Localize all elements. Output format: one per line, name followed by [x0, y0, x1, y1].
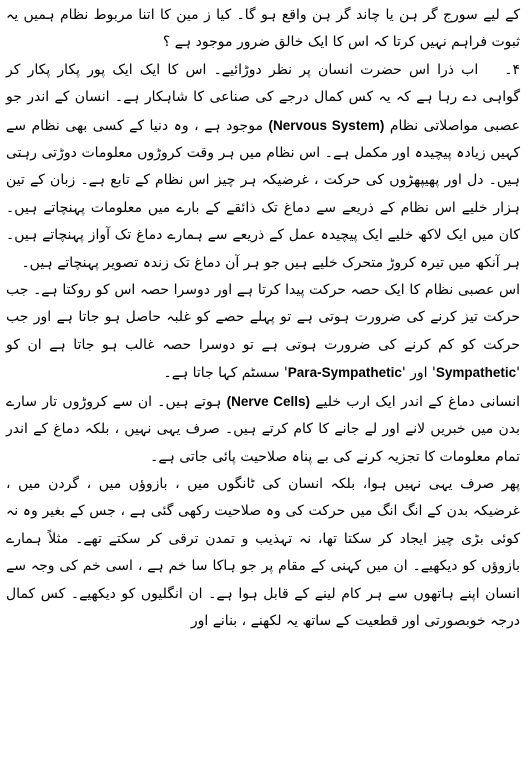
urdu-text: پھر صرف یہی نہیں ہوا، بلکہ انسان کی ٹانگوں میں ، بازوؤں میں ، گردن میں ، غرضیکہ بدن کے انگ انگ میں حرکت کی وہ صلاحیت رکھی گئی ہے ، جس کے بغیر وہ نہ کوئی بڑی چیز ایجاد کر سکتا تھا، نہ تہذیب و تمدن ترقی کر سکتے تھے۔ مثلاً ہمارے بازوؤں کو دیکھیے۔ ان میں کہنی کے مقام پر جو ہاکا سا خم ہے ، اسی خم کی وجہ سے انسان اپنے ہاتھوں سے ہر کام لینے کے قابل ہوا ہے۔ ان انگلیوں کو دیکھیے۔ کس کمال درجہ خوبصورتی اور قطعیت کے ساتھ یہ لکھنے ، بنانے اور	[6, 475, 520, 629]
urdu-text: اب ذرا اس حضرت انسان پر نظر دوڑائیے۔ اس کا ایک ایک پور پکار پکار کر گواہی دے رہا ہے کہ یہ کس کمال درجے کی صناعی کا شاہکار ہے۔ انسان کے اندر جو عصبی مواصلاتی نظام	[6, 61, 520, 134]
english-term: (Nerve Cells)	[226, 393, 311, 409]
urdu-text: انسانی دماغ کے اندر ایک ارب خلیے	[310, 393, 520, 410]
english-term: Para-Sympathetic	[287, 365, 402, 381]
english-term: (Nervous System)	[268, 117, 385, 133]
urdu-text: ' سسٹم کہا جاتا ہے۔	[163, 365, 288, 382]
paragraph-number: ۴۔	[504, 61, 520, 78]
english-term: Sympathetic	[435, 365, 517, 381]
paragraph-p3	[6, 277, 520, 388]
urdu-text: ' اور '	[401, 365, 436, 382]
urdu-text: موجود ہے ، وہ دنیا کے کسی بھی نظام سے کہیں زیادہ پیچیدہ اور مکمل ہے۔ اس نظام میں ہر وقت کروڑوں معلومات دوڑتی رہتی ہیں۔ دل اور پھیپھڑوں کی حرکت ، غرضیکہ ہر چیز اس نظام کے تابع ہے۔ زبان کے تین ہزار خلیے اس نظام کے ذریعے سے دماغ تک ذائقے کے بارے میں معلومات پہنچاتے ہیں۔ کان میں ایک لاکھ خلیے ایک پیچیدہ عمل کے ذریعے سے ہمارے دماغ تک آواز پہنچاتے ہیں۔ ہر آنکھ میں تیرہ کروڑ متحرک خلیے ہیں جو ہر آن دماغ تک زندہ تصویر پہنچاتے ہیں۔	[6, 117, 520, 271]
urdu-text: کے لیے سورج گر ہن یا چاند گر ہن واقع ہو گا۔ کیا ز مین کا اتنا مربوط نظام ہمیں یہ ثبوت فراہم نہیں کرتا کہ اس کا ایک خالق ضرور موجود ہے ؟	[6, 7, 520, 51]
paragraph-p5	[6, 471, 520, 635]
paragraph-p1	[6, 2, 520, 57]
urdu-text: اس عصبی نظام کا ایک حصہ حرکت پیدا کرتا ہے اور دوسرا حصہ اس کو روکتا ہے۔ جب حرکت تیز کرنے کی ضرورت ہوتی ہے تو پہلے حصے کو غلبہ حاصل ہو جاتا ہے اور جب حرکت کو کم کرنے کی ضرورت ہوتی ہے تو دوسرا حصہ غالب ہو جاتا ہے ان کو '	[6, 282, 520, 382]
urdu-text: ہوتے ہیں۔ ان سے کروڑوں تار سارے بدن میں خبریں لانے اور لے جانے کا کام کرتے ہیں۔ صرف یہی نہیں ، بلکہ دماغ کے اندر تمام معلومات کا تجزیہ کرنے کی بے پناہ صلاحیت پائی جاتی ہے۔	[6, 393, 520, 465]
paragraph-p4	[6, 388, 520, 471]
paragraph-p2	[6, 57, 520, 277]
